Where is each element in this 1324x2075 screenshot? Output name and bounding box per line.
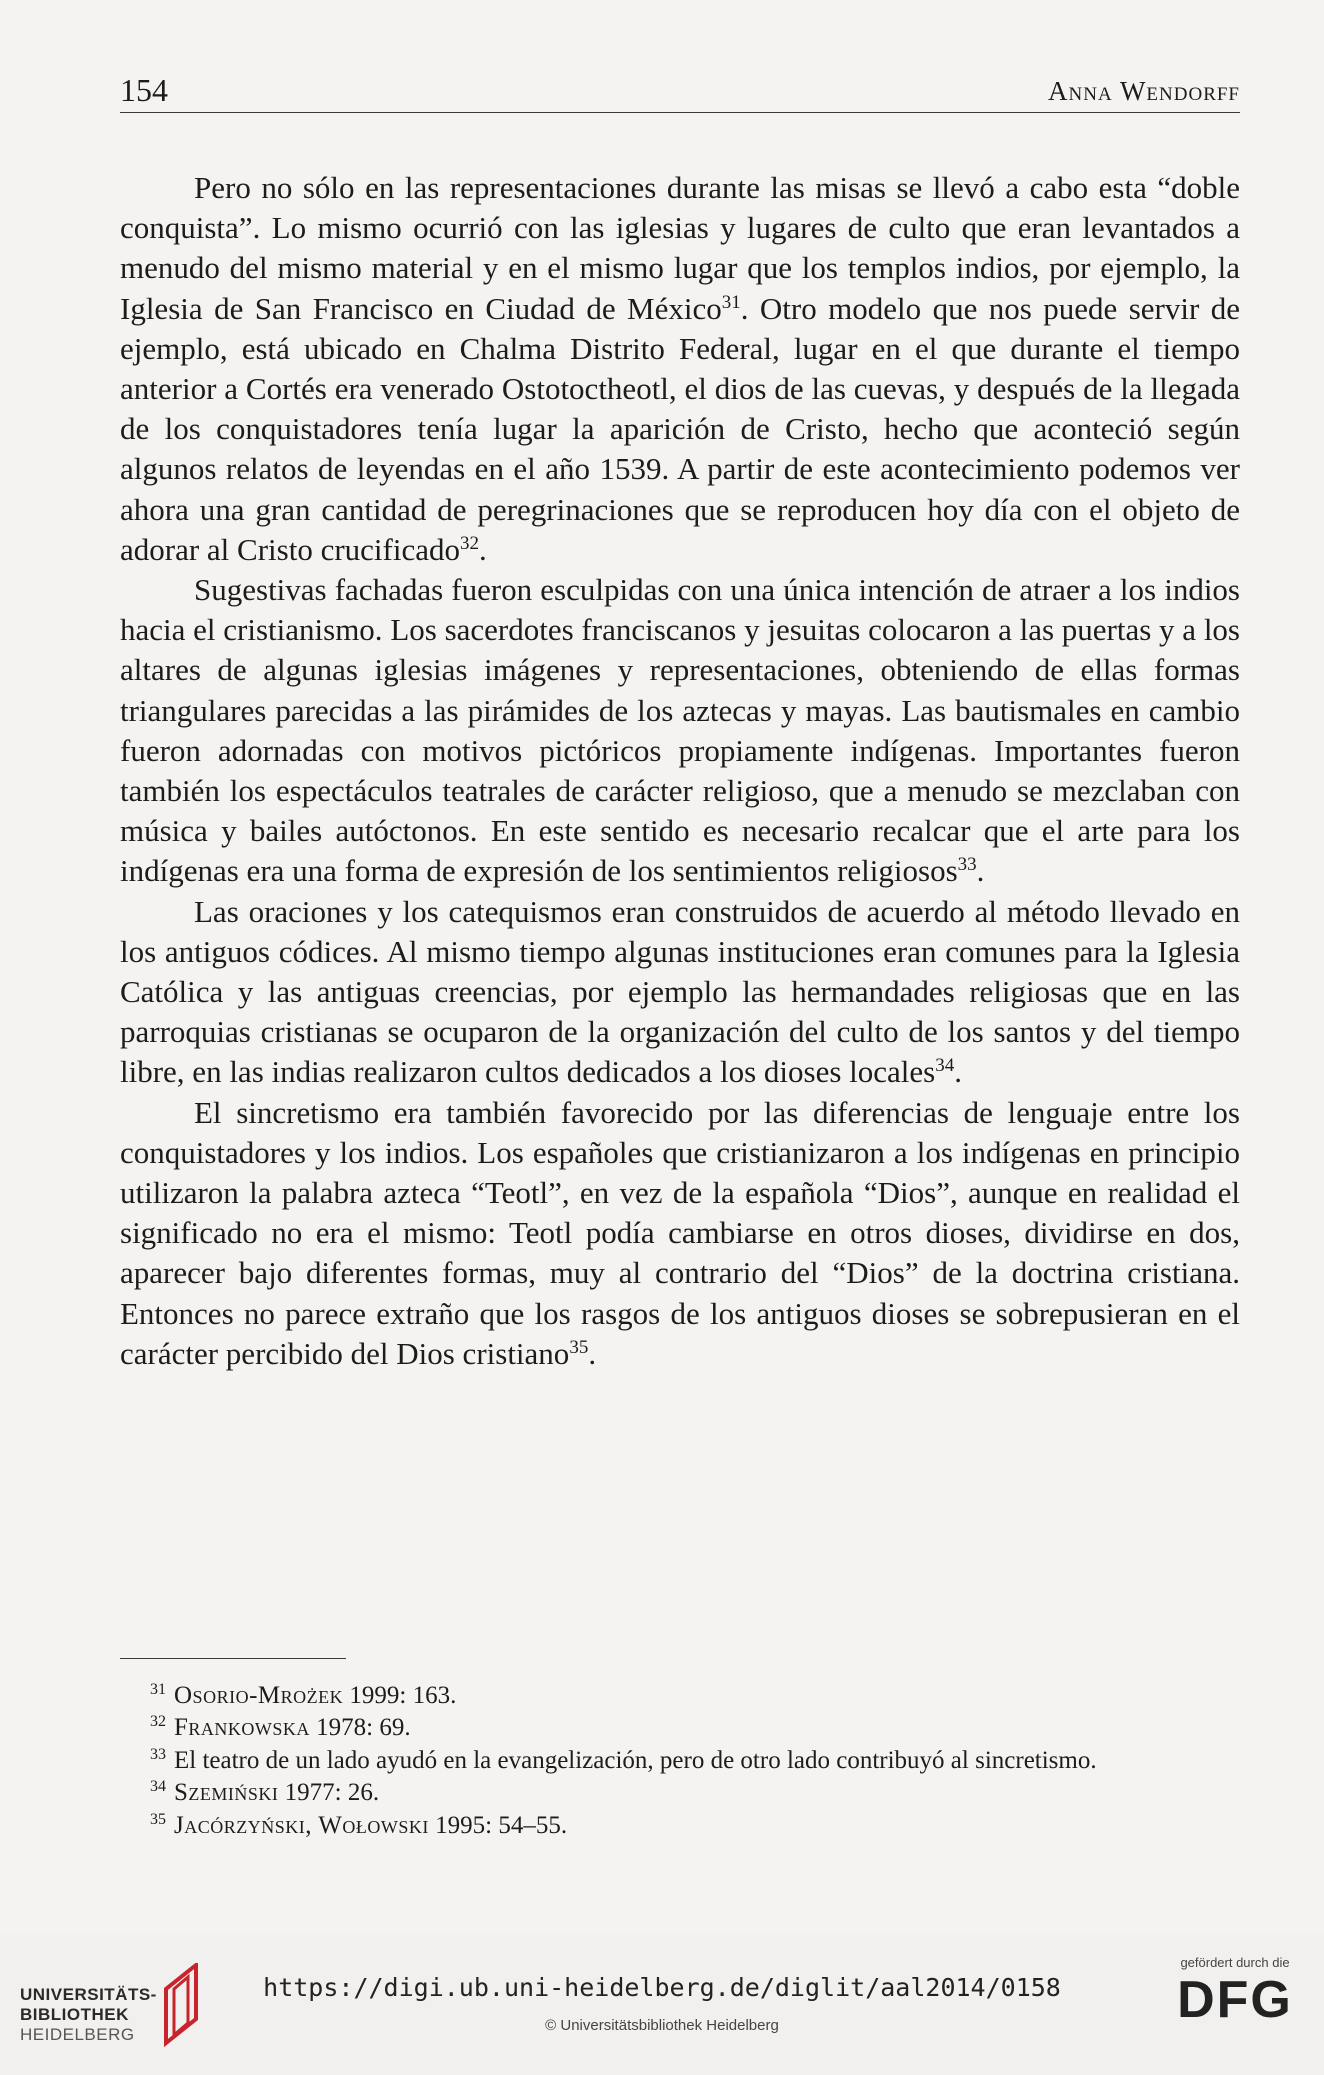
body-text bbox=[120, 168, 1240, 1374]
digitization-footer bbox=[0, 1935, 1324, 2075]
paragraph-3: Las oraciones y los catequismos eran construidos de acuerdo al método llevado en los antiguos códices. Al mismo tiempo algunas instituciones eran comunes para la Iglesia Católica y las antiguas creencias, por ejemplo las hermandades religiosas que en las parroquias cristianas se ocuparon de la organización del culto de los santos y del tiempo libre, en las indias realizaron cultos dedicados a los dioses locales$^{34}$. bbox=[120, 893, 1240, 1090]
footnote-35: $^{35}$ Jacórzyński, Wołowski 1995: 54–55. bbox=[150, 1810, 568, 1839]
footnote-separator bbox=[120, 1658, 346, 1659]
paragraph-1: Pero no sólo en las representaciones durante las misas se llevó a cabo esta “doble conquista”. Lo mismo ocurrió con las iglesias y lugares de culto que eran levantados a menudo del mismo material y en el mismo lugar que los templos indios, por ejemplo, la Iglesia de San Francisco en Ciudad de México$^{31}$. Otro modelo que nos puede servir de ejemplo, está ubicado en Chalma Distrito Federal, lugar en el que durante el tiempo anterior a Cortés era venerado Ostotoctheotl, el dios de las cuevas, y después de la llegada de los conquistadores tenía lugar la aparición de Cristo, hecho que aconteció según algunos relatos de leyendas en el año 1539. A partir de este acontecimiento podemos ver ahora una gran cantidad de peregrinaciones que se reproducen hoy día con el objeto de adorar al Cristo crucificado$^{32}$. bbox=[120, 170, 1240, 567]
page-number: 154 bbox=[120, 72, 168, 108]
footnote-ref-34[interactable]: 34 bbox=[935, 1055, 955, 1077]
dfg-logo[interactable]: gefördert durch die DFG bbox=[1177, 1955, 1293, 2029]
footnotes bbox=[120, 1680, 1240, 1842]
permalink-url[interactable]: https://digi.ub.uni-heidelberg.de/diglit/aal2014/0158 bbox=[263, 1973, 1061, 2002]
footnote-33: $^{33}$ El teatro de un lado ayudó en la evangelización, pero de otro lado contribuyó al sincretismo. bbox=[150, 1745, 1097, 1774]
running-head bbox=[120, 64, 1240, 113]
footnote-34: $^{34}$ Szemiński 1977: 26. bbox=[150, 1778, 380, 1807]
footnote-ref-32[interactable]: 32 bbox=[460, 532, 479, 554]
footnote-ref-35[interactable]: 35 bbox=[569, 1336, 589, 1358]
paragraph-4: El sincretismo era también favorecido por las diferencias de lenguaje entre los conquistadores y los indios. Los españoles que cristianizaron a los indígenas en principio utilizaron la palabra azteca “Teotl”, en vez de la española “Dios”, aunque en realidad el significado no era el mismo: Teotl podía cambiarse en otros dioses, dividirse en dos, aparecer bajo diferentes formas, muy al contrario del “Dios” de la doctrina cristiana. Entonces no parece extraño que los rasgos de los antiguos dioses se sobrepusieran en el carácter percibido del Dios cristiano$^{35}$. bbox=[120, 1094, 1240, 1371]
copyright-notice: © Universitätsbibliothek Heidelberg bbox=[545, 2017, 779, 2034]
footnote-ref-31[interactable]: 31 bbox=[721, 291, 741, 313]
footnote-31: $^{31}$ Osorio-Mrożek 1999: 163. bbox=[150, 1681, 457, 1709]
heidelberg-library-logo[interactable]: UNIVERSITÄTS- BIBLIOTHEK HEIDELBERG bbox=[20, 1963, 210, 2053]
paragraph-2: Sugestivas fachadas fueron esculpidas con una única intención de atraer a los indios hacia el cristianismo. Los sacerdotes franciscanos y jesuitas colocaron a las puertas y a los altares de algunas iglesias imágenes y representaciones, obteniendo de ellas formas triangulares parecidas a las pirámides de los aztecas y mayas. Las bautismales en cambio fueron adornadas con motivos pictóricos propiamente indígenas. Importantes fueron también los espectáculos teatrales de carácter religioso, que a menudo se mezclaban con música y bailes autóctonos. En este sentido es necesario recalcar que el arte para los indígenas era una forma de expresión de los sentimientos religiosos$^{33}$. bbox=[120, 572, 1240, 889]
footnote-32: $^{32}$ Frankowska 1978: 69. bbox=[150, 1713, 411, 1742]
running-head-author: Anna Wendorff bbox=[1048, 76, 1240, 106]
footnote-ref-33[interactable]: 33 bbox=[957, 854, 977, 876]
